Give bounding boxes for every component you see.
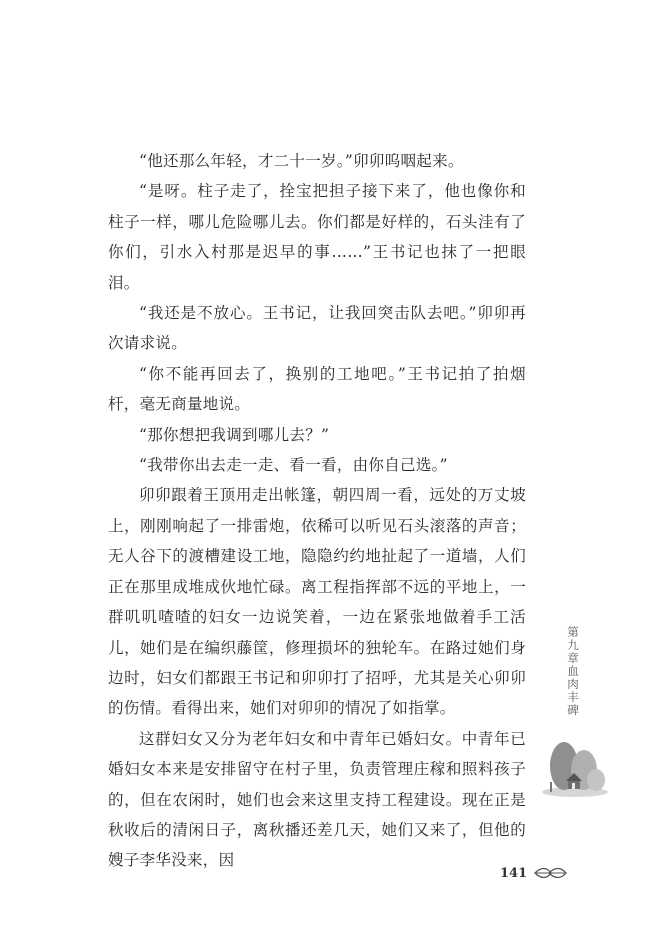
paragraph: “是呀。柱子走了，拴宝把担子接下来了，他也像你和柱子一样，哪儿危险哪儿去。你们都是好样的，石头洼有了你们，引水入村那是迟早的事……”王书记也抹了一把眼泪。 bbox=[108, 182, 526, 292]
paragraph: “我还是不放心。王书记，让我回突击队去吧。”卯卯再次请求说。 bbox=[108, 304, 526, 353]
body-text bbox=[108, 146, 526, 876]
leaf-ornament-icon bbox=[533, 865, 569, 881]
chapter-side-title bbox=[563, 626, 583, 717]
paragraph: “他还那么年轻，才二十一岁。”卯卯呜咽起来。 bbox=[139, 152, 464, 170]
chapter-title-char: 肉 bbox=[567, 677, 579, 691]
paragraph: 这群妇女又分为老年妇女和中青年已婚妇女。中青年已婚妇女本来是安排留守在村子里，负责管理庄稼和照料孩子的，但在农闲时，她们也会来这里支持工程建设。现在正是秋收后的清闲日子，离秋播还差几天，她们又来了，但他的嫂子李华没来，因 bbox=[108, 729, 526, 870]
chapter-title-char: 碑 bbox=[567, 703, 579, 717]
paragraph: 卯卯跟着王顶用走出帐篷，朝四周一看，远处的万丈坡上，刚刚响起了一排雷炮，依稀可以听见石头滚落的声音；无人谷下的渡槽建设工地，隐隐约约地扯起了一道墙，人们正在那里成堆成伙地忙碌。离工程指挥部不远的平地上，一群叽叽喳喳的妇女一边说笑着，一边在紧张地做着手工活儿，她们是在编织藤筐，修理损坏的独轮车。在路过她们身边时，妇女们都跟王书记和卯卯打了招呼，尤其是关心卯卯的伤情。看得出来，她们对卯卯的情况了如指掌。 bbox=[108, 486, 526, 718]
paragraph: “我带你出去走一走、看一看，由你自己选。” bbox=[139, 456, 448, 475]
page-number: 141 bbox=[500, 865, 528, 881]
chapter-label-char: 九 bbox=[567, 638, 579, 652]
chapter-label-char: 第 bbox=[567, 625, 579, 639]
page-footer bbox=[500, 863, 569, 883]
chapter-title-char: 血 bbox=[567, 664, 579, 678]
tree-house-illustration bbox=[540, 736, 610, 798]
chapter-label-char: 章 bbox=[567, 651, 579, 665]
chapter-title-char: 丰 bbox=[567, 690, 579, 704]
paragraph: “你不能再回去了，换别的工地吧。”王书记拍了拍烟杆，毫无商量地说。 bbox=[108, 364, 526, 414]
paragraph: “那你想把我调到哪儿去？” bbox=[139, 425, 330, 444]
